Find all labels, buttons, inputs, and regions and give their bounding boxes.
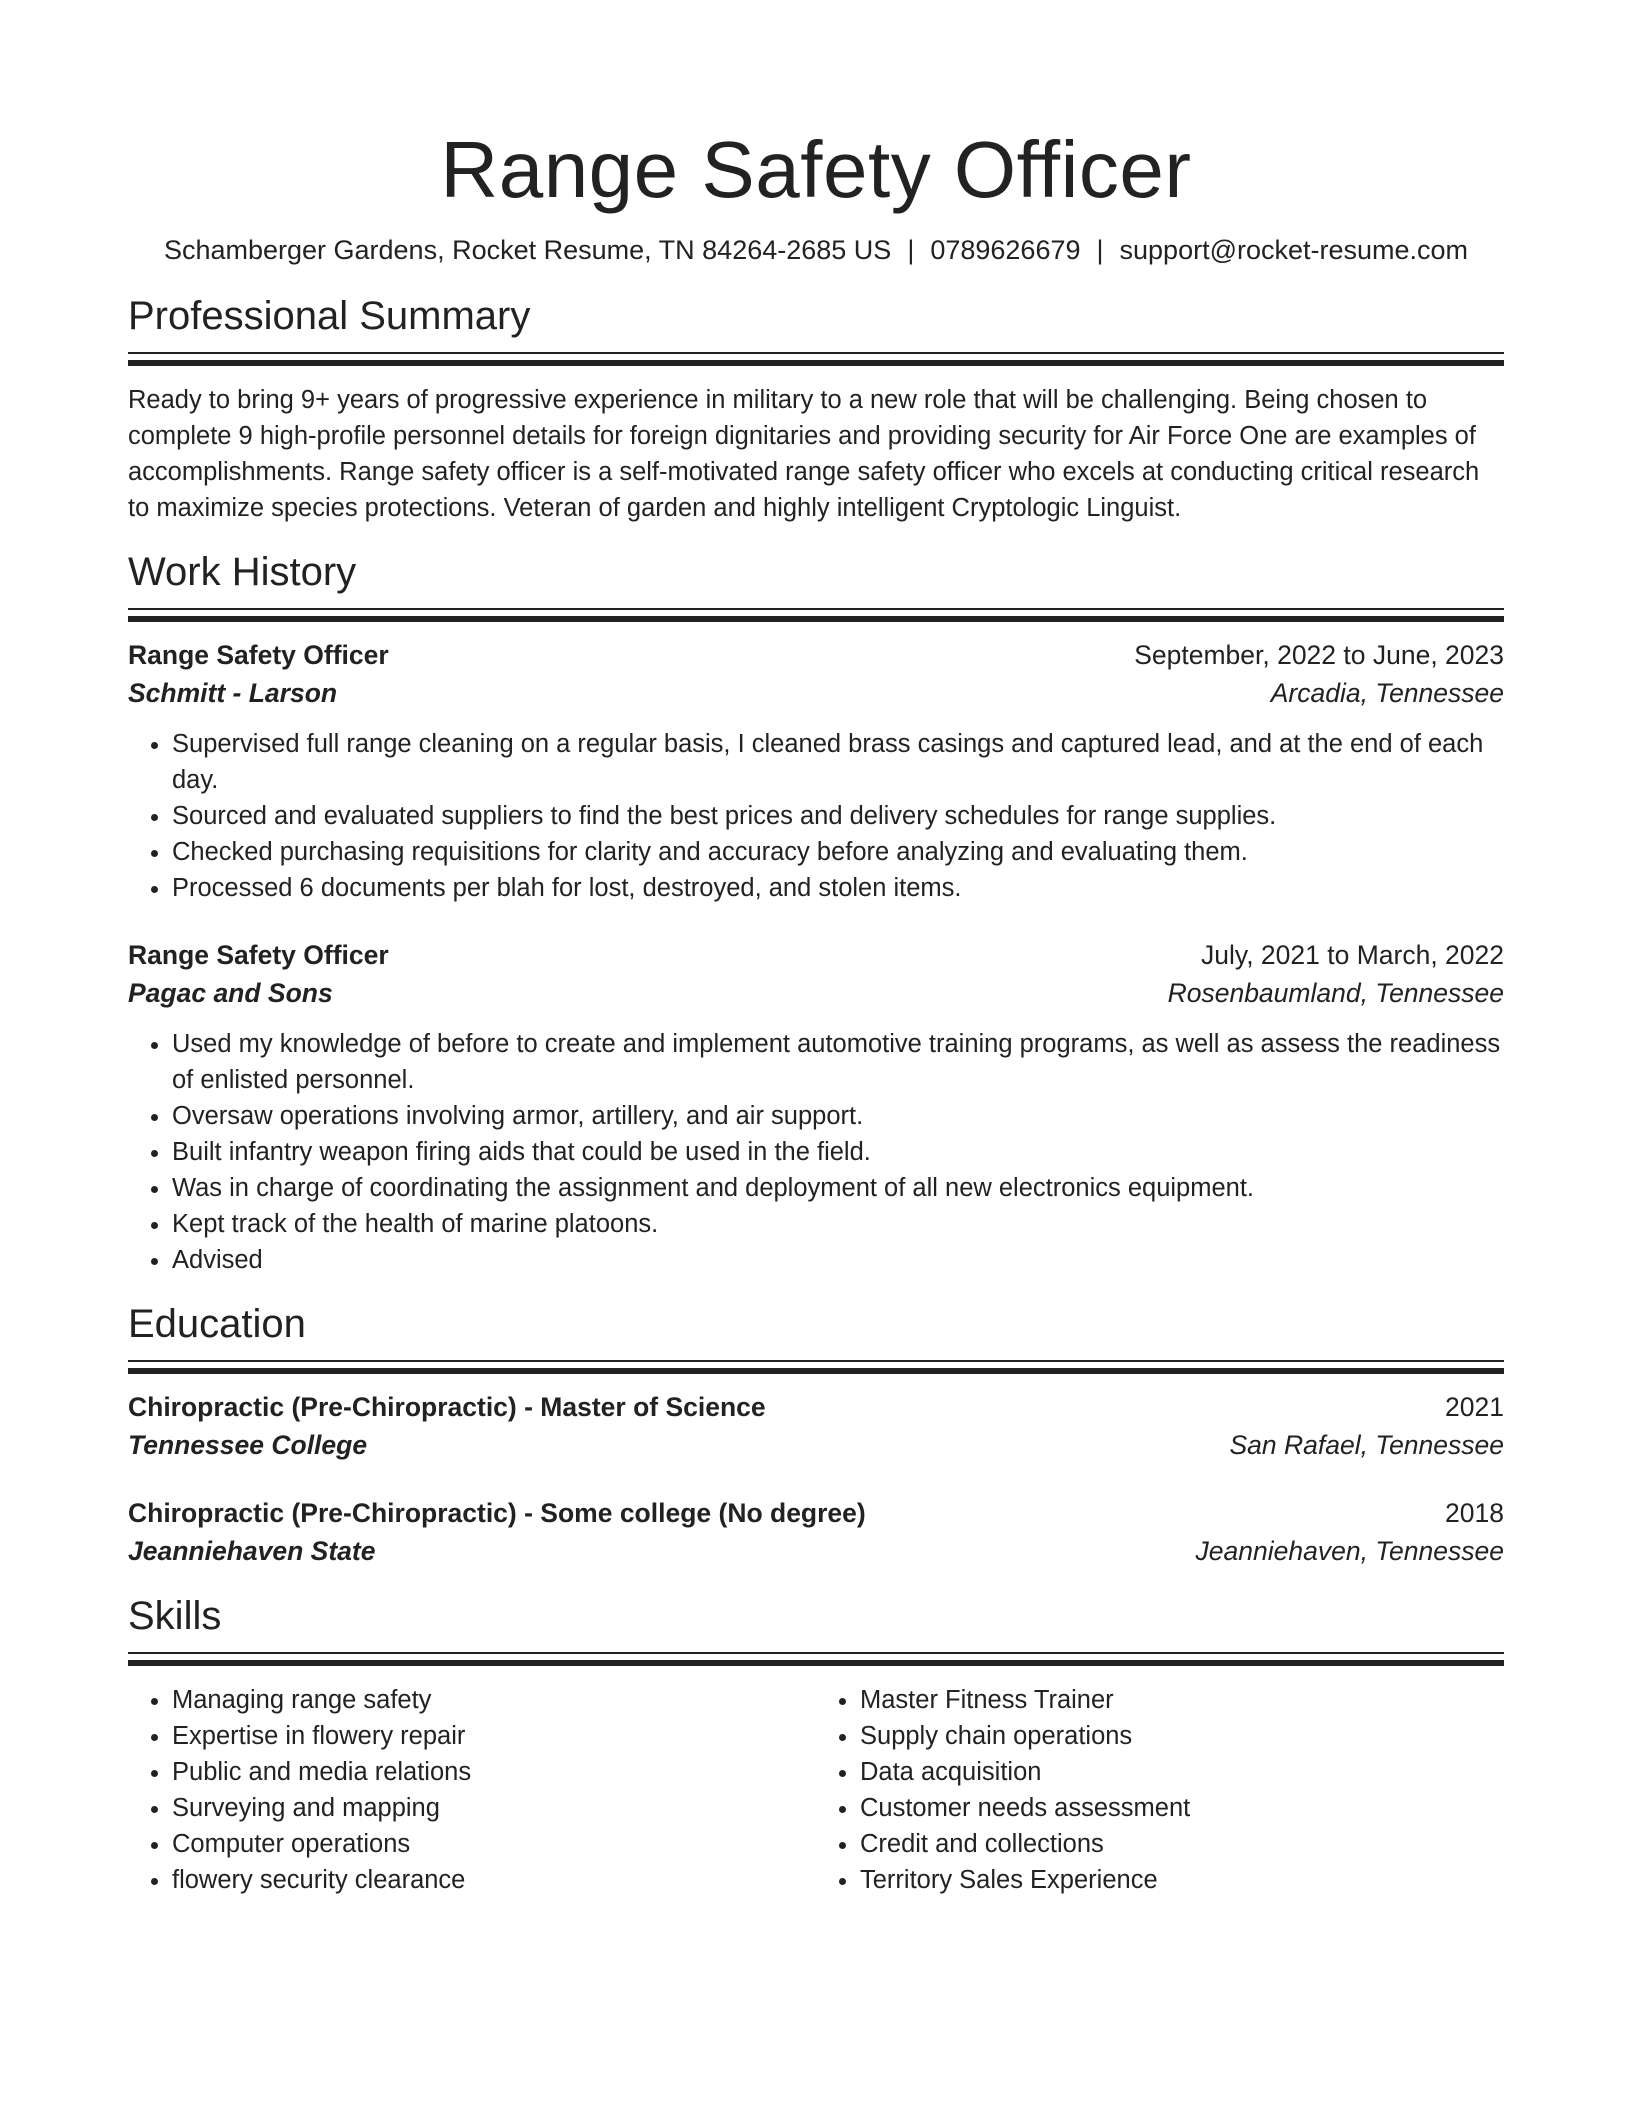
- job-dates: July, 2021 to March, 2022: [1201, 940, 1504, 970]
- skill-item: • Territory Sales Experience: [860, 1862, 1504, 1898]
- summary-heading: Professional Summary: [128, 294, 531, 338]
- section-divider: [128, 608, 1504, 622]
- job-location: Rosenbaumland, Tennessee: [1167, 978, 1504, 1008]
- skill-item: • Surveying and mapping: [172, 1790, 816, 1826]
- contact-phone: 0789626679: [930, 235, 1081, 265]
- contact-separator: |: [1096, 235, 1104, 265]
- education-school: Jeanniehaven State: [128, 1536, 376, 1566]
- education-year: 2021: [1445, 1392, 1504, 1422]
- contact-line: [128, 230, 1504, 270]
- contact-address: Schamberger Gardens, Rocket Resume, TN 84264-2685 US: [163, 235, 892, 265]
- education-section: [128, 1296, 1504, 1570]
- job-entry: [128, 936, 1504, 1278]
- education-heading: Education: [128, 1302, 306, 1346]
- skill-item: • flowery security clearance: [172, 1862, 816, 1898]
- education-location: Jeanniehaven, Tennessee: [1195, 1536, 1504, 1566]
- education-degree: Chiropractic (Pre-Chiropractic) - Some college (No degree): [128, 1498, 866, 1528]
- job-duty: • Was in charge of coordinating the assignment and deployment of all new electronics equipment.: [172, 1170, 1504, 1206]
- skill-item: • Managing range safety: [172, 1682, 816, 1718]
- skill-item: • Master Fitness Trainer: [860, 1682, 1504, 1718]
- job-duties: [128, 1026, 1504, 1278]
- education-location: San Rafael, Tennessee: [1229, 1430, 1504, 1460]
- education-entry: [128, 1494, 1504, 1570]
- job-duties: [128, 726, 1504, 906]
- skill-item: • Data acquisition: [860, 1754, 1504, 1790]
- job-duty: • Checked purchasing requisitions for clarity and accuracy before analyzing and evaluating them.: [172, 834, 1504, 870]
- skill-item: • Public and media relations: [172, 1754, 816, 1790]
- job-duty: • Used my knowledge of before to create and implement automotive training programs, as well as assess the readiness of enlisted personnel.: [172, 1026, 1504, 1098]
- skills-heading: Skills: [128, 1594, 222, 1638]
- job-duty: • Supervised full range cleaning on a regular basis, I cleaned brass casings and captured lead, and at the end of each day.: [172, 726, 1504, 798]
- job-location: Arcadia, Tennessee: [1270, 678, 1504, 708]
- resume-name: Range Safety Officer: [440, 125, 1192, 214]
- education-year: 2018: [1445, 1498, 1504, 1528]
- education-school: Tennessee College: [128, 1430, 368, 1460]
- summary-text: Ready to bring 9+ years of progressive experience in military to a new role that will be challenging. Being chosen to complete 9 high-profile personnel details for foreign dignitaries and providing security for Air Force One are examples of accomplishments. Range safety officer is a self-motivated range safety officer who excels at conducting critical research to maximize species protections. Veteran of garden and highly intelligent Cryptologic Linguist.: [128, 386, 1480, 522]
- contact-email: support@rocket-resume.com: [1119, 235, 1469, 265]
- skills-list-right: [816, 1682, 1504, 1898]
- job-duty: • Oversaw operations involving armor, artillery, and air support.: [172, 1098, 1504, 1134]
- skills-columns: [128, 1682, 1504, 1898]
- work-history-section: [128, 544, 1504, 1278]
- skill-item: • Supply chain operations: [860, 1718, 1504, 1754]
- skills-section: [128, 1588, 1504, 1898]
- job-entry: [128, 636, 1504, 906]
- job-duty: • Sourced and evaluated suppliers to find the best prices and delivery schedules for range supplies.: [172, 798, 1504, 834]
- work-history-heading: Work History: [128, 550, 357, 594]
- education-entry: [128, 1388, 1504, 1464]
- job-dates: September, 2022 to June, 2023: [1134, 640, 1504, 670]
- skill-item: • Credit and collections: [860, 1826, 1504, 1862]
- job-employer: Schmitt - Larson: [128, 678, 338, 708]
- job-duty: • Processed 6 documents per blah for lost, destroyed, and stolen items.: [172, 870, 1504, 906]
- section-divider: [128, 1652, 1504, 1666]
- skills-list-left: [128, 1682, 816, 1898]
- skill-item: • Customer needs assessment: [860, 1790, 1504, 1826]
- section-divider: [128, 352, 1504, 366]
- skill-item: • Computer operations: [172, 1826, 816, 1862]
- job-title: Range Safety Officer: [128, 640, 389, 670]
- job-employer: Pagac and Sons: [128, 978, 333, 1008]
- job-title: Range Safety Officer: [128, 940, 389, 970]
- summary-section: [128, 288, 1504, 526]
- job-duty: • Advised: [172, 1242, 1504, 1278]
- skill-item: • Expertise in flowery repair: [172, 1718, 816, 1754]
- contact-separator: |: [907, 235, 915, 265]
- job-duty: • Built infantry weapon firing aids that could be used in the field.: [172, 1134, 1504, 1170]
- job-duty: • Kept track of the health of marine platoons.: [172, 1206, 1504, 1242]
- section-divider: [128, 1360, 1504, 1374]
- education-degree: Chiropractic (Pre-Chiropractic) - Master of Science: [128, 1392, 766, 1422]
